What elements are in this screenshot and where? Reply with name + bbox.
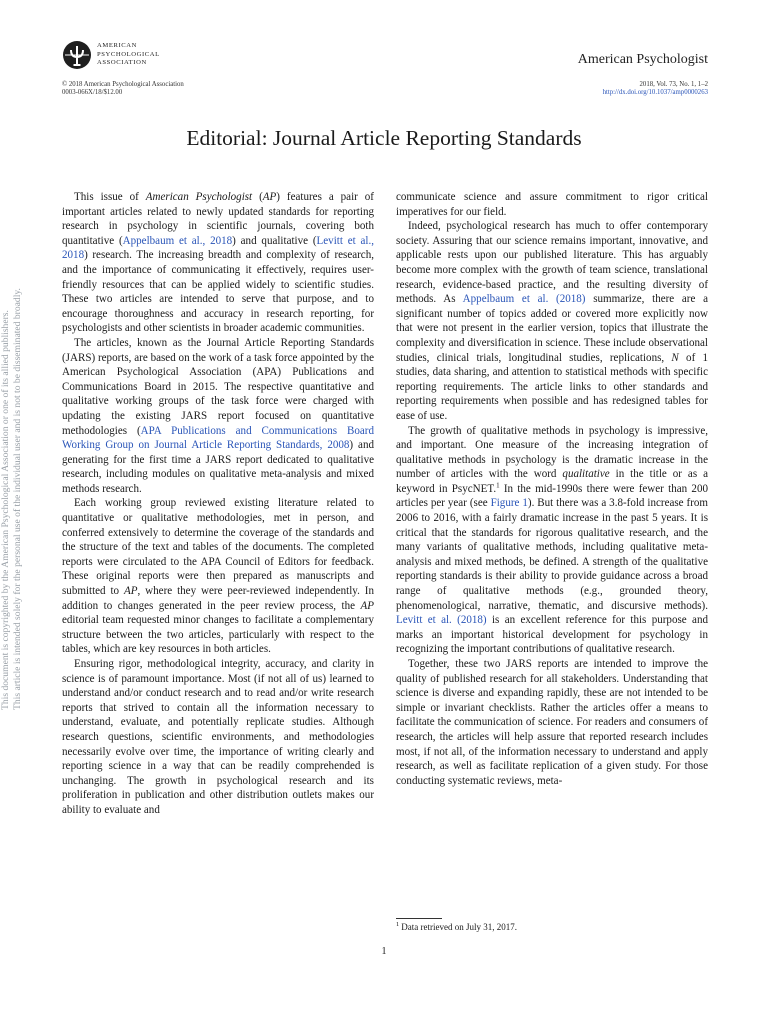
copyright-side-notice [0, 286, 24, 710]
side-notice-line: This document is copyrighted by the American Psychological Association or one of its allied publishers. [0, 310, 11, 710]
apa-logo [62, 40, 160, 70]
text: editorial team requested minor changes to facilitate a complementary structure between the two articles, particularly with respect to the tables, which are key resources in both articles. [62, 614, 374, 656]
citation-link-appelbaum[interactable]: Appelbaum et al. (2018) [462, 293, 586, 306]
page-number: 1 [381, 946, 387, 957]
page-header [62, 40, 708, 74]
journal-abbrev-italic: AP [360, 599, 374, 612]
paragraph: communicate science and assure commitment to rigor critical imperatives for our field. [396, 191, 708, 218]
text: Each working group reviewed existing literature related to quantitative or qualitative methodologies, met in person, and conferred extensively to determine the coverage of the standards and the structure of the text and tables of the documents. The completed reports were circulated to the APA Council of Editors for feedback. These original reports were then prepared as manuscripts and submitted to [62, 497, 374, 598]
footnote [396, 922, 517, 933]
copyright-block [62, 81, 184, 97]
paragraph [62, 190, 374, 336]
n-italic: N [671, 351, 679, 364]
footnote-text: Data retrieved on July 31, 2017. [401, 922, 517, 932]
figure-1-link[interactable]: Figure 1 [490, 497, 528, 510]
citation-link-apa-2008[interactable]: APA Publications and Communications Board Working Group on Journal Article Reporting Standards, 2008 [62, 424, 374, 452]
doi-link[interactable]: http://dx.doi.org/10.1037/amp0000263 [602, 89, 708, 96]
text: ) features a pair of important articles related to newly updated standards for reporting research in psychology in scientific journals, covering both quantitative ( [62, 191, 374, 247]
logo-line: ASSOCIATION [97, 59, 147, 67]
citation-link-appelbaum[interactable]: Appelbaum et al., 2018 [122, 234, 233, 247]
text: In the mid-1990s there were fewer than 200 articles per year (see [396, 482, 708, 510]
text: ( [252, 191, 263, 203]
left-column [62, 190, 374, 818]
journal-name: American Psychologist [577, 52, 708, 67]
text: is an excellent reference for this purpose and marks an important historical development for psychology in recognizing the important contributions of qualitative research. [396, 614, 708, 656]
qualitative-italic: qualitative [562, 468, 610, 481]
journal-abbrev-italic: AP [262, 191, 277, 203]
apa-psi-logo-icon [62, 40, 92, 70]
text: The growth of qualitative methods in psychology is impressive, and important. One measure of the increasing integration of qualitative methods in psychology is the dramatic increase in the number of articles with the word [396, 424, 708, 481]
text: summarize, there are a significant number of topics added or covered more explicitly now that were not present in the earlier version, topics that illustrate the complexity and diversification in science. These include observational studies, clinical trials, longitudinal studies, replications, [396, 293, 708, 364]
text: , where they were peer-reviewed independently. In addition to changes generated in the peer review process, the [62, 585, 374, 612]
issn-line: 0003-066X/18/$12.00 [62, 89, 123, 96]
text: The articles, known as the Journal Article Reporting Standards (JARS) reports, are based on the work of a task force appointed by the American Psychological Association (APA) Publications and Communications Board in 2015. The respective quantitative and qualitative working groups of the task force were charged with updating the existing JARS report focused on quantitative methodologies ( [62, 336, 374, 437]
paragraph: Together, these two JARS reports are intended to improve the quality of published research for all stakeholders. Understanding that science is diverse and expanding rapidly, these are not intended to be simple or invariant checklists. Rather the articles offer a means to facilitate the communication of science. For readers and consumers of research, the articles will help assure that reported research includes most, if not all, of the information necessary to understand and apply research, as well as facilitate replication of a given study. For those conducting systematic reviews, meta- [396, 658, 708, 787]
paragraph [62, 496, 374, 657]
logo-line: AMERICAN [97, 42, 137, 50]
text: ). But there was a 3.8-fold increase from 2006 to 2016, with a fairly dramatic increase in the past 5 years. It is critical that the standards for rigorous qualitative research, and the many variants of qualitative methods, including qualitative meta-analysis and mixed methods, be defined. A strength of the qualitative reporting standards is their ability to provide guidance across a broad range of qualitative methods (e.g., grounded theory, phenomenological, narrative, thematic, and discursive methods). [396, 497, 708, 612]
paragraph: Ensuring rigor, methodological integrity, accuracy, and clarity in science is of paramount importance. Most (if not all of us) learned to understand and/or conduct research and to read and/or write research reports that strived to contain all the information necessary to understand, evaluate, and potentially replicate studies. Although research questions, scientific environments, and methodologies necessarily evolve over time, the importance of writing clearly and reporting science in a way that can be readily comprehended is unchanging. The growth in psychological research and its proliferation in publication and other distribution outlets makes our ability to evaluate and [62, 658, 374, 816]
text: ) research. The increasing breadth and complexity of research, and the importance of communicating it effectively, requires user-friendly resources that can be applied widely to scientific studies. These two articles are intended to serve that purpose, and to encourage thoroughness and accuracy in research reporting, for psychologists and other scientists in broader academic communities. [62, 249, 374, 335]
footnote-marker[interactable]: 1 [496, 481, 500, 490]
paragraph [396, 219, 708, 423]
copyright-line: © 2018 American Psychological Association [62, 81, 184, 88]
citation-link-levitt[interactable]: Levitt et al. (2018) [396, 614, 487, 627]
article-title: Editorial: Journal Article Reporting Standards [186, 126, 582, 150]
citation-line: 2018, Vol. 73, No. 1, 1–2 [639, 81, 708, 88]
logo-wordmark [97, 42, 160, 67]
side-notice-line: This article is intended solely for the personal use of the individual user and is not to be disseminated broadly. [12, 288, 23, 710]
text: in the title or as a keyword in PsycNET. [396, 468, 708, 495]
citation-block [603, 81, 708, 97]
paragraph [396, 424, 708, 658]
logo-line: PSYCHOLOGICAL [97, 50, 160, 58]
journal-italic: American Psychologist [145, 191, 253, 203]
citation-link-levitt[interactable]: Levitt et al., 2018 [62, 234, 374, 262]
journal-abbrev-italic: AP [124, 585, 138, 598]
text: ) and generating for the first time a JARS report dedicated to qualitative research, including modules on qualitative meta-analysis and mixed methods research. [62, 439, 374, 495]
right-column [396, 190, 708, 788]
text: Indeed, psychological research has much to offer contemporary society. Assuring that our science remains important, innovative, and applicable rests upon our published literature. This has arguably become more complex with the growth of team science, translational research, evidence-based practice, and the resulting diversity of methods. As [396, 220, 708, 306]
text: ) and qualitative ( [232, 234, 317, 247]
footnote-divider [396, 918, 442, 919]
text: This issue of [74, 191, 146, 203]
paragraph [62, 336, 374, 497]
footnote-number: 1 [396, 921, 400, 928]
text: of 1 studies, data sharing, and attention to statistical methods with specific reporting requirements. The article links to other standards and reporting requirements when possible and has redesigned tables for ease of use. [396, 351, 709, 422]
